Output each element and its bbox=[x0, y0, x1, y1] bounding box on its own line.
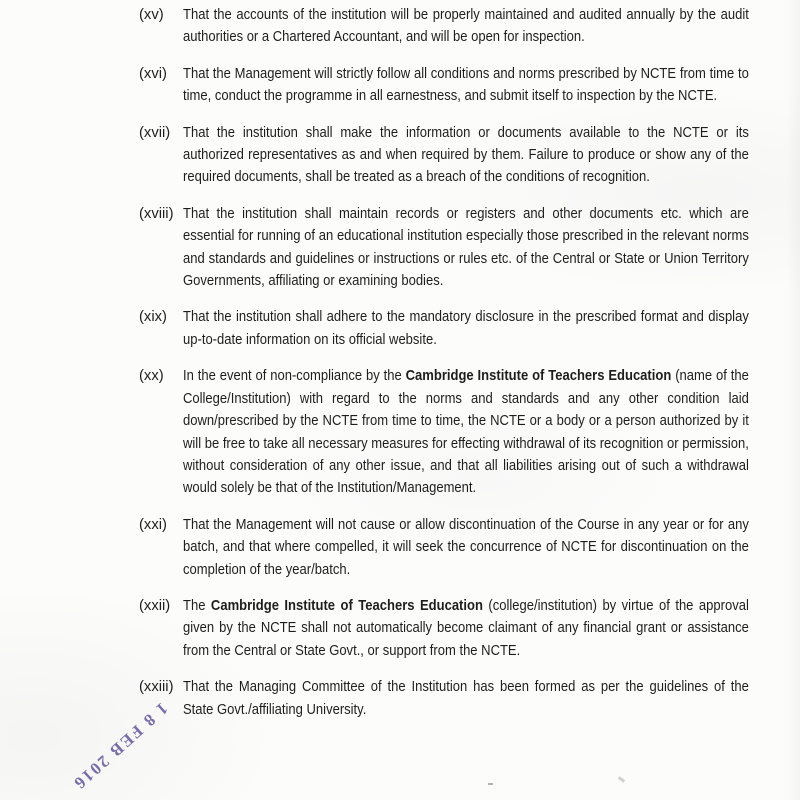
clause-number: (xxiii) bbox=[139, 679, 174, 696]
clause-text: That the institution shall adhere to the mandatory disclosure in the prescribed format and display up-to-date information on its official website. bbox=[183, 309, 749, 348]
clause-text: That the Management will not cause or allow discontinuation of the Course in any year or for any batch, and that where compelled, it will seek the concurrence of NCTE for discontinuation on the completion of the year/batch. bbox=[183, 516, 749, 578]
clause-item bbox=[139, 4, 800, 49]
clause-item bbox=[139, 676, 800, 721]
clause-text: The Cambridge Institute of Teachers Education (college/institution) by virtue of the approval given by the NCTE shall not automatically become claimant of any financial grant or assistance from the Central or State Govt., or support from the NCTE. bbox=[183, 597, 749, 659]
clause-item bbox=[139, 63, 800, 108]
clause-text: That the institution shall maintain records or registers and other documents etc. which are essential for running of an educational institution especially those prescribed in the relevant norms and standards and guidelines or instructions or rules etc. of the Central or State or Union Territory Governments, affiliating or examining bodies. bbox=[183, 205, 749, 290]
clause-number: (xvi) bbox=[139, 65, 167, 82]
clause-number: (xviii) bbox=[139, 205, 174, 222]
clause-number: (xxii) bbox=[139, 597, 171, 614]
clause-item bbox=[139, 306, 800, 351]
date-stamp: 1 8 FEB 2016 bbox=[69, 698, 172, 794]
clause-text: That the institution shall make the information or documents available to the NCTE or its authorized representatives as and when required by them. Failure to produce or show any of the required documents, shall be treated as a breach of the conditions of recognition. bbox=[183, 124, 749, 186]
clause-number: (xv) bbox=[139, 7, 164, 23]
scan-speck bbox=[618, 776, 625, 782]
clause-text: That the Managing Committee of the Institution has been formed as per the guidelines of the State Govt./affiliating University. bbox=[183, 679, 749, 718]
clause-item bbox=[139, 122, 800, 189]
clause-number: (xvii) bbox=[139, 124, 171, 141]
clause-item bbox=[139, 595, 800, 662]
clause-number: (xx) bbox=[139, 368, 164, 385]
clause-item bbox=[139, 365, 800, 499]
scan-speck bbox=[488, 783, 493, 785]
clause-list bbox=[139, 4, 800, 735]
clause-text: In the event of non-compliance by the Cambridge Institute of Teachers Education (name of the College/Institution) with regard to the norms and standards and any other condition laid down/prescribed by the NCTE from time to time, the NCTE or a body or a person authorized by it will be free to take all necessary measures for effecting withdrawal of its recognition or permission, without consideration of any other issue, and that all liabilities arising out of such a withdrawal would solely be that of the Institution/Management. bbox=[183, 368, 749, 497]
clause-item bbox=[139, 514, 800, 581]
clause-item bbox=[139, 203, 800, 293]
clause-number: (xxi) bbox=[139, 516, 167, 533]
clause-text: That the Management will strictly follow all conditions and norms prescribed by NCTE from time to time, conduct the programme in all earnestness, and submit itself to inspection by the NCTE. bbox=[183, 65, 749, 105]
clause-text: That the accounts of the institution will be properly maintained and audited annually by the audit authorities or a Chartered Accountant, and will be open for inspection. bbox=[183, 7, 749, 46]
clause-number: (xix) bbox=[139, 309, 167, 326]
